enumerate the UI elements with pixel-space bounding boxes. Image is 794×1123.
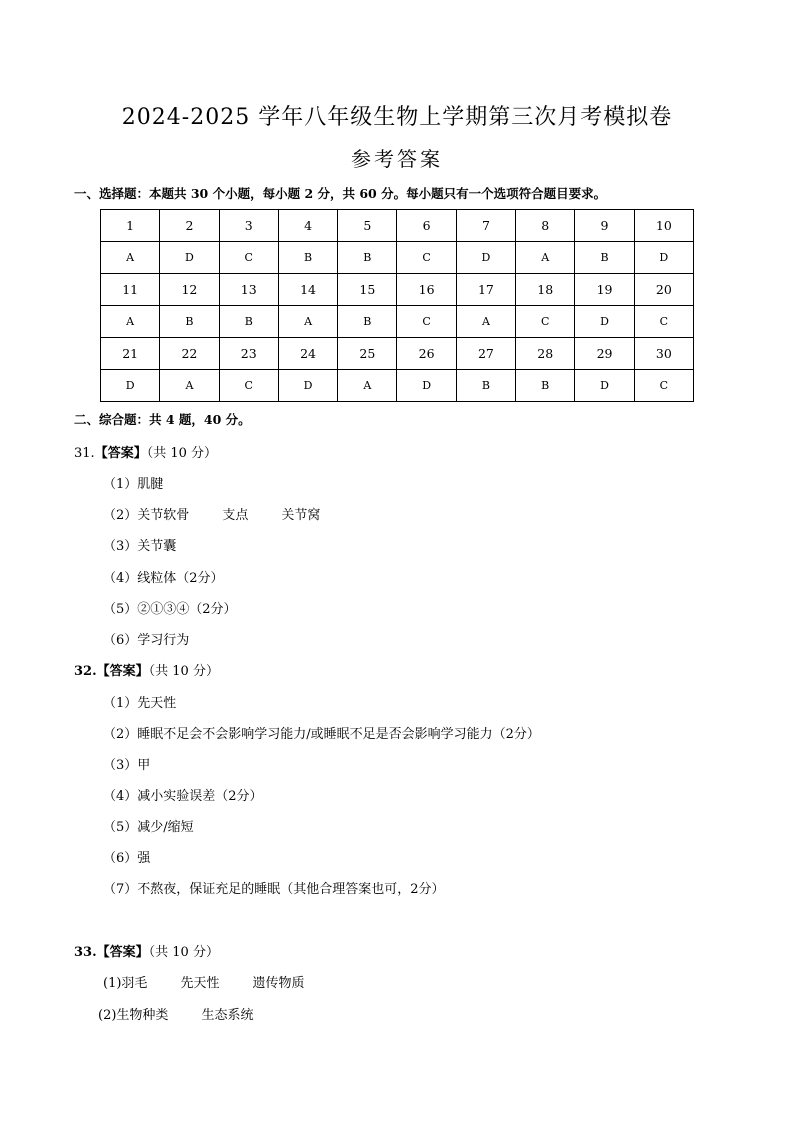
- answer-letter-cell: D: [456, 242, 515, 274]
- q31-answer-item: （2）关节软骨 支点 关节窝: [103, 508, 321, 524]
- question-number-cell: 21: [101, 338, 160, 370]
- answer-letter-cell: A: [278, 306, 337, 338]
- answer-letter-cell: A: [516, 242, 575, 274]
- answer-letter-cell: B: [160, 306, 219, 338]
- question-number-cell: 19: [575, 274, 634, 306]
- question-number-cell: 20: [634, 274, 693, 306]
- answer-letter-cell: C: [219, 370, 278, 402]
- answer-letter-cell: C: [219, 242, 278, 274]
- q32-answer-item: （6）强: [103, 851, 151, 866]
- question-number-cell: 6: [397, 210, 456, 242]
- answer-letter-cell: C: [634, 370, 693, 402]
- question-number-cell: 8: [516, 210, 575, 242]
- question-number-cell: 25: [338, 338, 397, 370]
- page-title: 2024-2025 学年八年级生物上学期第三次月考模拟卷: [121, 105, 673, 130]
- answer-letter-cell: B: [338, 306, 397, 338]
- answer-letter-cell: D: [634, 242, 693, 274]
- answer-letter-cell: B: [338, 242, 397, 274]
- question-number-cell: 16: [397, 274, 456, 306]
- q31-points: （共 10 分）: [146, 446, 218, 461]
- answer-letter-cell: A: [456, 306, 515, 338]
- page-subtitle: 参考答案: [351, 147, 443, 171]
- q33-number: 33.: [74, 945, 97, 960]
- question-number-cell: 18: [516, 274, 575, 306]
- question-number-cell: 1: [101, 210, 160, 242]
- q31-answer-item: （3）关节囊: [103, 539, 177, 555]
- question-number-cell: 30: [634, 338, 693, 370]
- question-number-cell: 9: [575, 210, 634, 242]
- answer-letter-cell: D: [160, 242, 219, 274]
- question-number-cell: 29: [575, 338, 634, 370]
- question-number-cell: 13: [219, 274, 278, 306]
- question-number-cell: 28: [516, 338, 575, 370]
- q32-answer-item: （4）减小实验误差（2分）: [103, 789, 263, 804]
- answer-letter-row: [101, 242, 694, 274]
- question-number-cell: 17: [456, 274, 515, 306]
- q32-answer-label: 【答案】: [96, 664, 149, 679]
- question-number-row: [101, 338, 694, 370]
- q31-answer-item: （6）学习行为: [103, 633, 190, 648]
- answer-letter-row: [101, 306, 694, 338]
- q32-answer-item: （1）先天性: [103, 696, 177, 711]
- answer-letter-cell: A: [101, 242, 160, 274]
- q31-answer-item: （5）②①③④（2分）: [103, 601, 237, 617]
- question-number-cell: 11: [101, 274, 160, 306]
- answer-letter-cell: B: [278, 242, 337, 274]
- answer-table: [100, 209, 694, 402]
- question-number-cell: 22: [160, 338, 219, 370]
- q33-answer-item: (1)羽毛 先天性 遗传物质: [103, 976, 305, 991]
- q32-answer-item: （3）甲: [103, 758, 151, 773]
- answer-letter-cell: C: [516, 306, 575, 338]
- question-number-cell: 2: [160, 210, 219, 242]
- answer-letter-cell: B: [219, 306, 278, 338]
- answer-letter-cell: C: [397, 306, 456, 338]
- answer-letter-cell: D: [575, 370, 634, 402]
- answer-letter-cell: C: [397, 242, 456, 274]
- answer-letter-cell: B: [575, 242, 634, 274]
- section2-heading: 二、综合题：共 4 题，40 分。: [74, 412, 251, 427]
- answer-letter-cell: A: [338, 370, 397, 402]
- q31-number: 31.: [74, 446, 95, 461]
- q31-answer-item: （1）肌腱: [103, 477, 164, 492]
- question-number-cell: 12: [160, 274, 219, 306]
- question-number-cell: 24: [278, 338, 337, 370]
- answer-letter-row: [101, 370, 694, 402]
- q32-answer-item: （5）减少/缩短: [103, 820, 194, 835]
- answer-letter-cell: D: [278, 370, 337, 402]
- q31-heading: [74, 442, 217, 461]
- q33-answer-item: (2)生物种类 生态系统: [98, 1007, 254, 1023]
- answer-letter-cell: B: [456, 370, 515, 402]
- question-number-cell: 26: [397, 338, 456, 370]
- question-number-cell: 3: [219, 210, 278, 242]
- answer-letter-cell: A: [160, 370, 219, 402]
- q32-answer-item: （2）睡眠不足会不会影响学习能力/或睡眠不足是否会影响学习能力（2分）: [103, 727, 540, 742]
- q33-points: （共 10 分）: [148, 945, 219, 960]
- q31-answer-item: （4）线粒体（2分）: [103, 570, 224, 586]
- answer-letter-cell: D: [101, 370, 160, 402]
- section1-heading: 一、选择题：本题共 30 个小题，每小题 2 分，共 60 分。每小题只有一个选项符合题目要求。: [74, 186, 607, 201]
- answer-letter-cell: B: [516, 370, 575, 402]
- question-number-cell: 15: [338, 274, 397, 306]
- question-number-cell: 7: [456, 210, 515, 242]
- q32-number: 32.: [74, 664, 97, 679]
- q33-answer-label: 【答案】: [96, 945, 149, 960]
- q31-answer-label: 【答案】: [94, 446, 147, 461]
- question-number-cell: 4: [278, 210, 337, 242]
- answer-letter-cell: A: [101, 306, 160, 338]
- q32-points: （共 10 分）: [148, 664, 219, 679]
- question-number-cell: 14: [278, 274, 337, 306]
- q32-heading: [74, 660, 219, 679]
- question-number-row: [101, 210, 694, 242]
- answer-letter-cell: D: [575, 306, 634, 338]
- answer-letter-cell: C: [634, 306, 693, 338]
- q32-answer-item: （7）不熬夜，保证充足的睡眠（其他合理答案也可，2分）: [103, 882, 445, 897]
- q33-heading: [74, 941, 219, 960]
- question-number-cell: 10: [634, 210, 693, 242]
- question-number-row: [101, 274, 694, 306]
- question-number-cell: 23: [219, 338, 278, 370]
- answer-letter-cell: D: [397, 370, 456, 402]
- question-number-cell: 5: [338, 210, 397, 242]
- question-number-cell: 27: [456, 338, 515, 370]
